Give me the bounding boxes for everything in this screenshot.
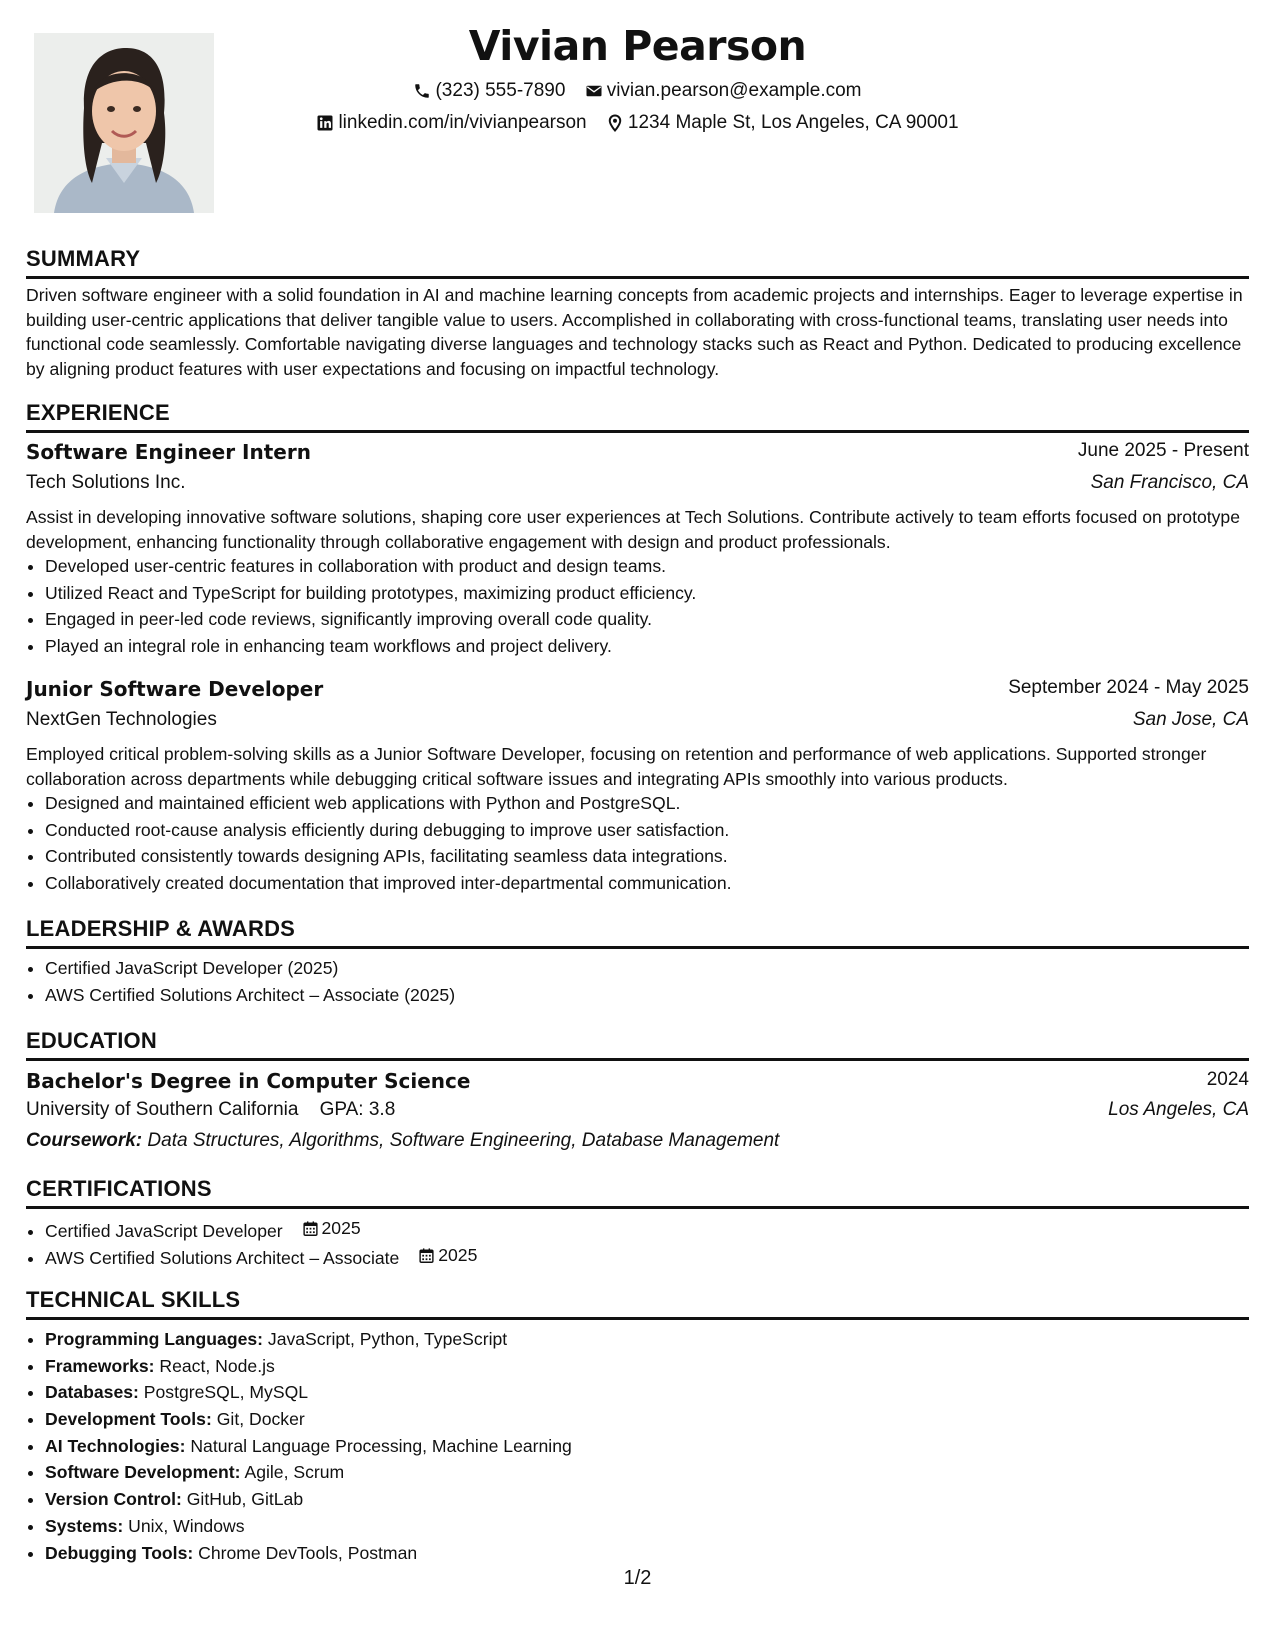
- skill-value: React, Node.js: [159, 1355, 275, 1376]
- resume-page: [26, 0, 1249, 1650]
- list-item: • Certified JavaScript Developer (2025): [45, 955, 455, 982]
- page-number: 1/2: [623, 1567, 652, 1589]
- job-title: Software Engineer Intern: [26, 440, 311, 464]
- cert-name: Certified JavaScript Developer: [45, 1220, 283, 1241]
- skill-value: GitHub, GitLab: [186, 1489, 304, 1510]
- list-item: [45, 1215, 477, 1242]
- skill-value: Git, Docker: [216, 1409, 305, 1430]
- company-name: Tech Solutions Inc.: [26, 472, 186, 493]
- list-item: [45, 1513, 572, 1540]
- email-address[interactable]: vivian.pearson@example.com: [606, 80, 862, 101]
- school-info: [26, 1099, 395, 1121]
- skill-label: Development Tools:: [45, 1409, 212, 1430]
- skill-value: PostgreSQL, MySQL: [143, 1382, 309, 1403]
- envelope-icon: [585, 82, 603, 100]
- list-item: [45, 1326, 572, 1353]
- job-1-subheader: [26, 472, 1249, 494]
- list-item: • AWS Certified Solutions Architect – Associate (2025): [45, 982, 455, 1009]
- calendar-icon: [418, 1247, 435, 1264]
- job-dates: June 2025 - Present: [1077, 440, 1249, 461]
- list-item: [45, 1459, 572, 1486]
- coursework-label: Coursework:: [26, 1130, 143, 1151]
- candidate-name: Vivian Pearson: [468, 22, 807, 70]
- contact-line-1: [26, 80, 1249, 106]
- education-header: [26, 1069, 1249, 1093]
- calendar-icon: [302, 1220, 319, 1237]
- list-item: [45, 1433, 572, 1460]
- job-description: Assist in developing innovative software solutions, shaping core user experiences at Tech Solutions. Contribute actively to team efforts focused on prototype development, enhancing functionality through collaborative engagement with design and product professionals.: [26, 507, 1241, 552]
- skill-label: Databases:: [45, 1382, 139, 1403]
- list-item: [45, 1540, 572, 1567]
- summary-heading: SUMMARY: [26, 246, 1249, 279]
- skill-label: Systems:: [45, 1515, 124, 1536]
- email-contact[interactable]: [585, 80, 862, 102]
- skill-value: Chrome DevTools, Postman: [198, 1542, 418, 1563]
- job-title: Junior Software Developer: [26, 677, 324, 701]
- leadership-list: [26, 955, 455, 1008]
- certifications-heading: CERTIFICATIONS: [26, 1176, 1249, 1209]
- job-location: San Jose, CA: [1132, 709, 1249, 730]
- phone-contact: [413, 80, 565, 102]
- skill-value: JavaScript, Python, TypeScript: [267, 1329, 508, 1349]
- degree-name: Bachelor's Degree in Computer Science: [26, 1069, 471, 1093]
- job-2-subheader: [26, 709, 1249, 731]
- skills-heading: TECHNICAL SKILLS: [26, 1287, 1249, 1320]
- job-2-bullets: [26, 790, 732, 897]
- cert-date: [418, 1242, 477, 1269]
- skill-label: Programming Languages:: [45, 1329, 263, 1349]
- cert-date: [302, 1215, 361, 1242]
- summary-text: Driven software engineer with a solid foundation in AI and machine learning concepts from academic projects and internships. Eager to leverage expertise in building user-centric applications that deliver tangible value to users. Accomplished in collaborating with cross-functional teams, translating user needs into functional code seamlessly. Comfortable navigating diverse languages and technology stacks such as React and Python. Dedicated to producing excellence by aligning product features with user expectations and focusing on impactful technology.: [26, 285, 1243, 379]
- job-1-bullets: [26, 553, 696, 660]
- skill-label: Debugging Tools:: [45, 1542, 194, 1563]
- skill-label: AI Technologies:: [45, 1435, 186, 1456]
- skill-value: Agile, Scrum: [244, 1462, 345, 1483]
- skill-value: Unix, Windows: [128, 1515, 245, 1536]
- list-item: • Conducted root-cause analysis efficiently during debugging to improve user satisfaction.: [45, 817, 732, 844]
- address-contact: [606, 112, 959, 134]
- job-location: San Francisco, CA: [1090, 472, 1249, 493]
- education-heading: EDUCATION: [26, 1028, 1249, 1061]
- certifications-list: [26, 1215, 477, 1268]
- list-item: [45, 1242, 477, 1269]
- job-2-header: [26, 677, 1249, 701]
- company-name: NextGen Technologies: [26, 709, 217, 730]
- skill-label: Frameworks:: [45, 1355, 155, 1376]
- skill-label: Software Development:: [45, 1462, 241, 1483]
- skills-list: [26, 1326, 572, 1566]
- job-dates: September 2024 - May 2025: [1008, 677, 1249, 698]
- coursework: [26, 1130, 779, 1152]
- list-item: [45, 1379, 572, 1406]
- phone-icon: [413, 82, 431, 100]
- cert-year: 2025: [321, 1218, 361, 1238]
- school-location: Los Angeles, CA: [1108, 1099, 1249, 1120]
- list-item: • Played an integral role in enhancing team workflows and project delivery.: [45, 633, 696, 660]
- job-description: Employed critical problem-solving skills as a Junior Software Developer, focusing on retention and performance of web applications. Supported stronger collaboration across departments while debugging critical software issues and integrating APIs smoothly into various products.: [26, 744, 1207, 789]
- job-1-header: [26, 440, 1249, 464]
- school-name: University of Southern California: [26, 1099, 299, 1120]
- skill-value: Natural Language Processing, Machine Learning: [190, 1435, 572, 1456]
- coursework-list: Data Structures, Algorithms, Software Engineering, Database Management: [147, 1130, 780, 1151]
- contact-line-2: [26, 112, 1249, 138]
- linkedin-url[interactable]: linkedin.com/in/vivianpearson: [338, 112, 587, 133]
- experience-heading: EXPERIENCE: [26, 400, 1249, 433]
- map-pin-icon: [606, 114, 624, 132]
- list-item: • Designed and maintained efficient web applications with Python and PostgreSQL.: [45, 790, 732, 817]
- cert-year: 2025: [438, 1244, 478, 1265]
- skill-label: Version Control:: [45, 1489, 182, 1510]
- leadership-heading: LEADERSHIP & AWARDS: [26, 916, 1249, 949]
- education-subheader: [26, 1099, 1249, 1121]
- address: 1234 Maple St, Los Angeles, CA 90001: [627, 112, 959, 133]
- list-item: • Developed user-centric features in collaboration with product and design teams.: [45, 553, 696, 580]
- graduation-year: 2024: [1206, 1069, 1249, 1090]
- gpa: GPA: 3.8: [319, 1099, 396, 1120]
- list-item: • Utilized React and TypeScript for building prototypes, maximizing product efficiency.: [45, 580, 696, 607]
- linkedin-contact[interactable]: [316, 112, 586, 134]
- list-item: • Contributed consistently towards designing APIs, facilitating seamless data integrations.: [45, 843, 732, 870]
- list-item: • Engaged in peer-led code reviews, significantly improving overall code quality.: [45, 606, 696, 633]
- list-item: [45, 1486, 572, 1513]
- list-item: • Collaboratively created documentation that improved inter-departmental communication.: [45, 870, 732, 897]
- phone-number: (323) 555-7890: [435, 80, 566, 101]
- linkedin-icon: [316, 114, 334, 132]
- list-item: [45, 1353, 572, 1380]
- cert-name: AWS Certified Solutions Architect – Associate: [45, 1247, 400, 1268]
- list-item: [45, 1406, 572, 1433]
